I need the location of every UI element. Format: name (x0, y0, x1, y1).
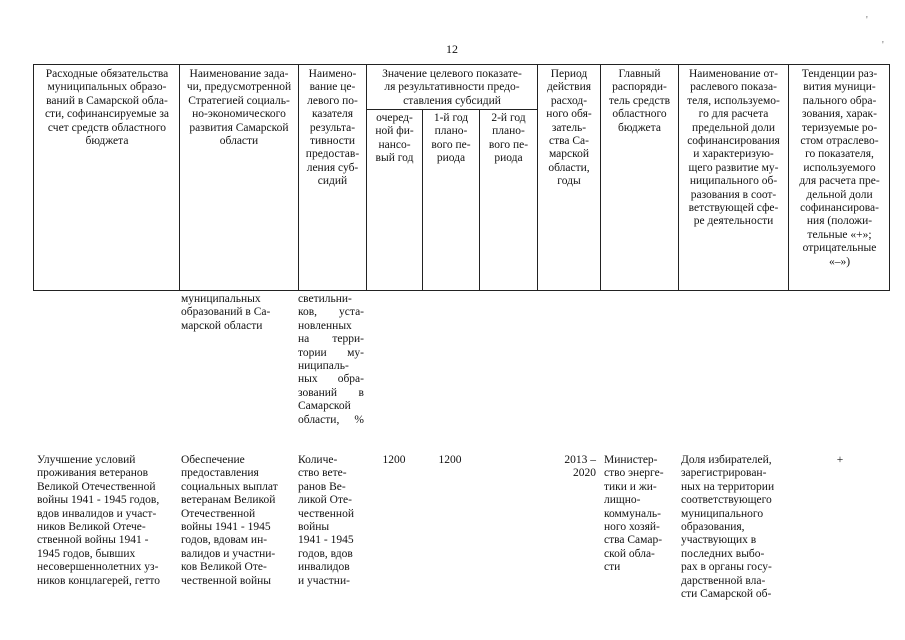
column-divider (678, 65, 679, 290)
subcolumn-divider (422, 109, 423, 290)
header-sector-indicator: Наименование от- раслевого показа- теля, используемо- го для расчета предельной доли софинансирования и характеризую- щего развитие му- ниципального об- разования в соот- ветствующей сфе- ре деятельности (687, 68, 780, 228)
header-planning-year-1: 1-й год плано- вого пе- риода (431, 112, 471, 165)
row-value-planning-year-1: 1200 (438, 454, 462, 466)
header-trend: Тенденции раз- вития муници- пального обра- зования, харак- теризуемые ро- стом отраслево- го показателя, используемого для расчета пре- дельной доли софинансирова- ния (положи- тельные «+»; отрицательные «–») (799, 68, 880, 268)
header-target-values: Значение целевого показате- ля результативности предо- ставления субсидий (382, 68, 522, 107)
row-sector-indicator: Доля избирателей, зарегистрирован- ных на территории соответствующего муниципального образования, участвующих в последних выбо- рах в органы госу- дарственной вла- сти Самарской об- (681, 454, 775, 601)
corner-mark: ' (866, 15, 868, 26)
row-trend: + (836, 454, 844, 466)
row-indicator: Количе- ство вете- ранов Ве- ликой Оте- чественной войны 1941 - 1945 годов, вдов инвалидов и участни- (298, 454, 354, 587)
row-value-current-year: 1200 (382, 454, 406, 466)
row-ministry: Министер- ство энерге- тики и жи- лищно- коммуналь- ного хозяй- ства Самар- ской обла- сти (604, 454, 664, 574)
header-period: Период действия расход- ного обя- затель- ства Са- марской области, годы (546, 68, 592, 188)
column-divider (366, 65, 367, 290)
header-task: Наименование зада- чи, предусмотренной Стратегией социаль- но-экономического развития Самарской области (186, 68, 292, 148)
column-divider (600, 65, 601, 290)
group-divider (366, 109, 537, 110)
header-planning-year-2: 2-й год плано- вого пе- риода (488, 112, 529, 165)
corner-mark: ' (882, 40, 884, 51)
row-period: 2013 – 2020 (564, 454, 596, 480)
header-target-indicator: Наимено- вание це- левого по- казателя результа- тивности предостав- ления суб- сидий (305, 68, 360, 188)
column-divider (788, 65, 789, 290)
header-current-year: очеред- ной фи- нансо- вый год (375, 112, 414, 165)
page-number: 12 (446, 42, 458, 56)
subcolumn-divider (479, 109, 480, 290)
column-divider (537, 65, 538, 290)
table-header (33, 64, 890, 291)
row-task: Обеспечение предоставления социальных выплат ветеранам Великой Отечественной войны 1941 - 1945 годов, вдовам ин- валидов и участни- ков Великой Оте- чественной войны (181, 454, 278, 587)
column-divider (298, 65, 299, 290)
continuation-task: муниципальных образований в Са- марской области (181, 293, 271, 332)
row-obligation: Улучшение условий проживания ветеранов Великой Отечественной войны 1941 - 1945 годов, вдов инвалидов и участ- ников Великой Отече- ственной войны 1941 - 1945 годов, бывших несовершеннолетних уз- ников концлагерей, гетто (37, 454, 161, 587)
header-obligations: Расходные обязательства муниципальных образо- ваний в Самарской обла- сти, софинансируемые за счет средств областного бюджета (44, 68, 170, 148)
continuation-indicator: светильни- ков, уста- новленных на терри- тории му- ниципаль- ных обра- зований в Самарской области, % (298, 293, 364, 426)
column-divider (179, 65, 180, 290)
header-main-manager: Главный распоряди- тель средств областного бюджета (608, 68, 671, 134)
